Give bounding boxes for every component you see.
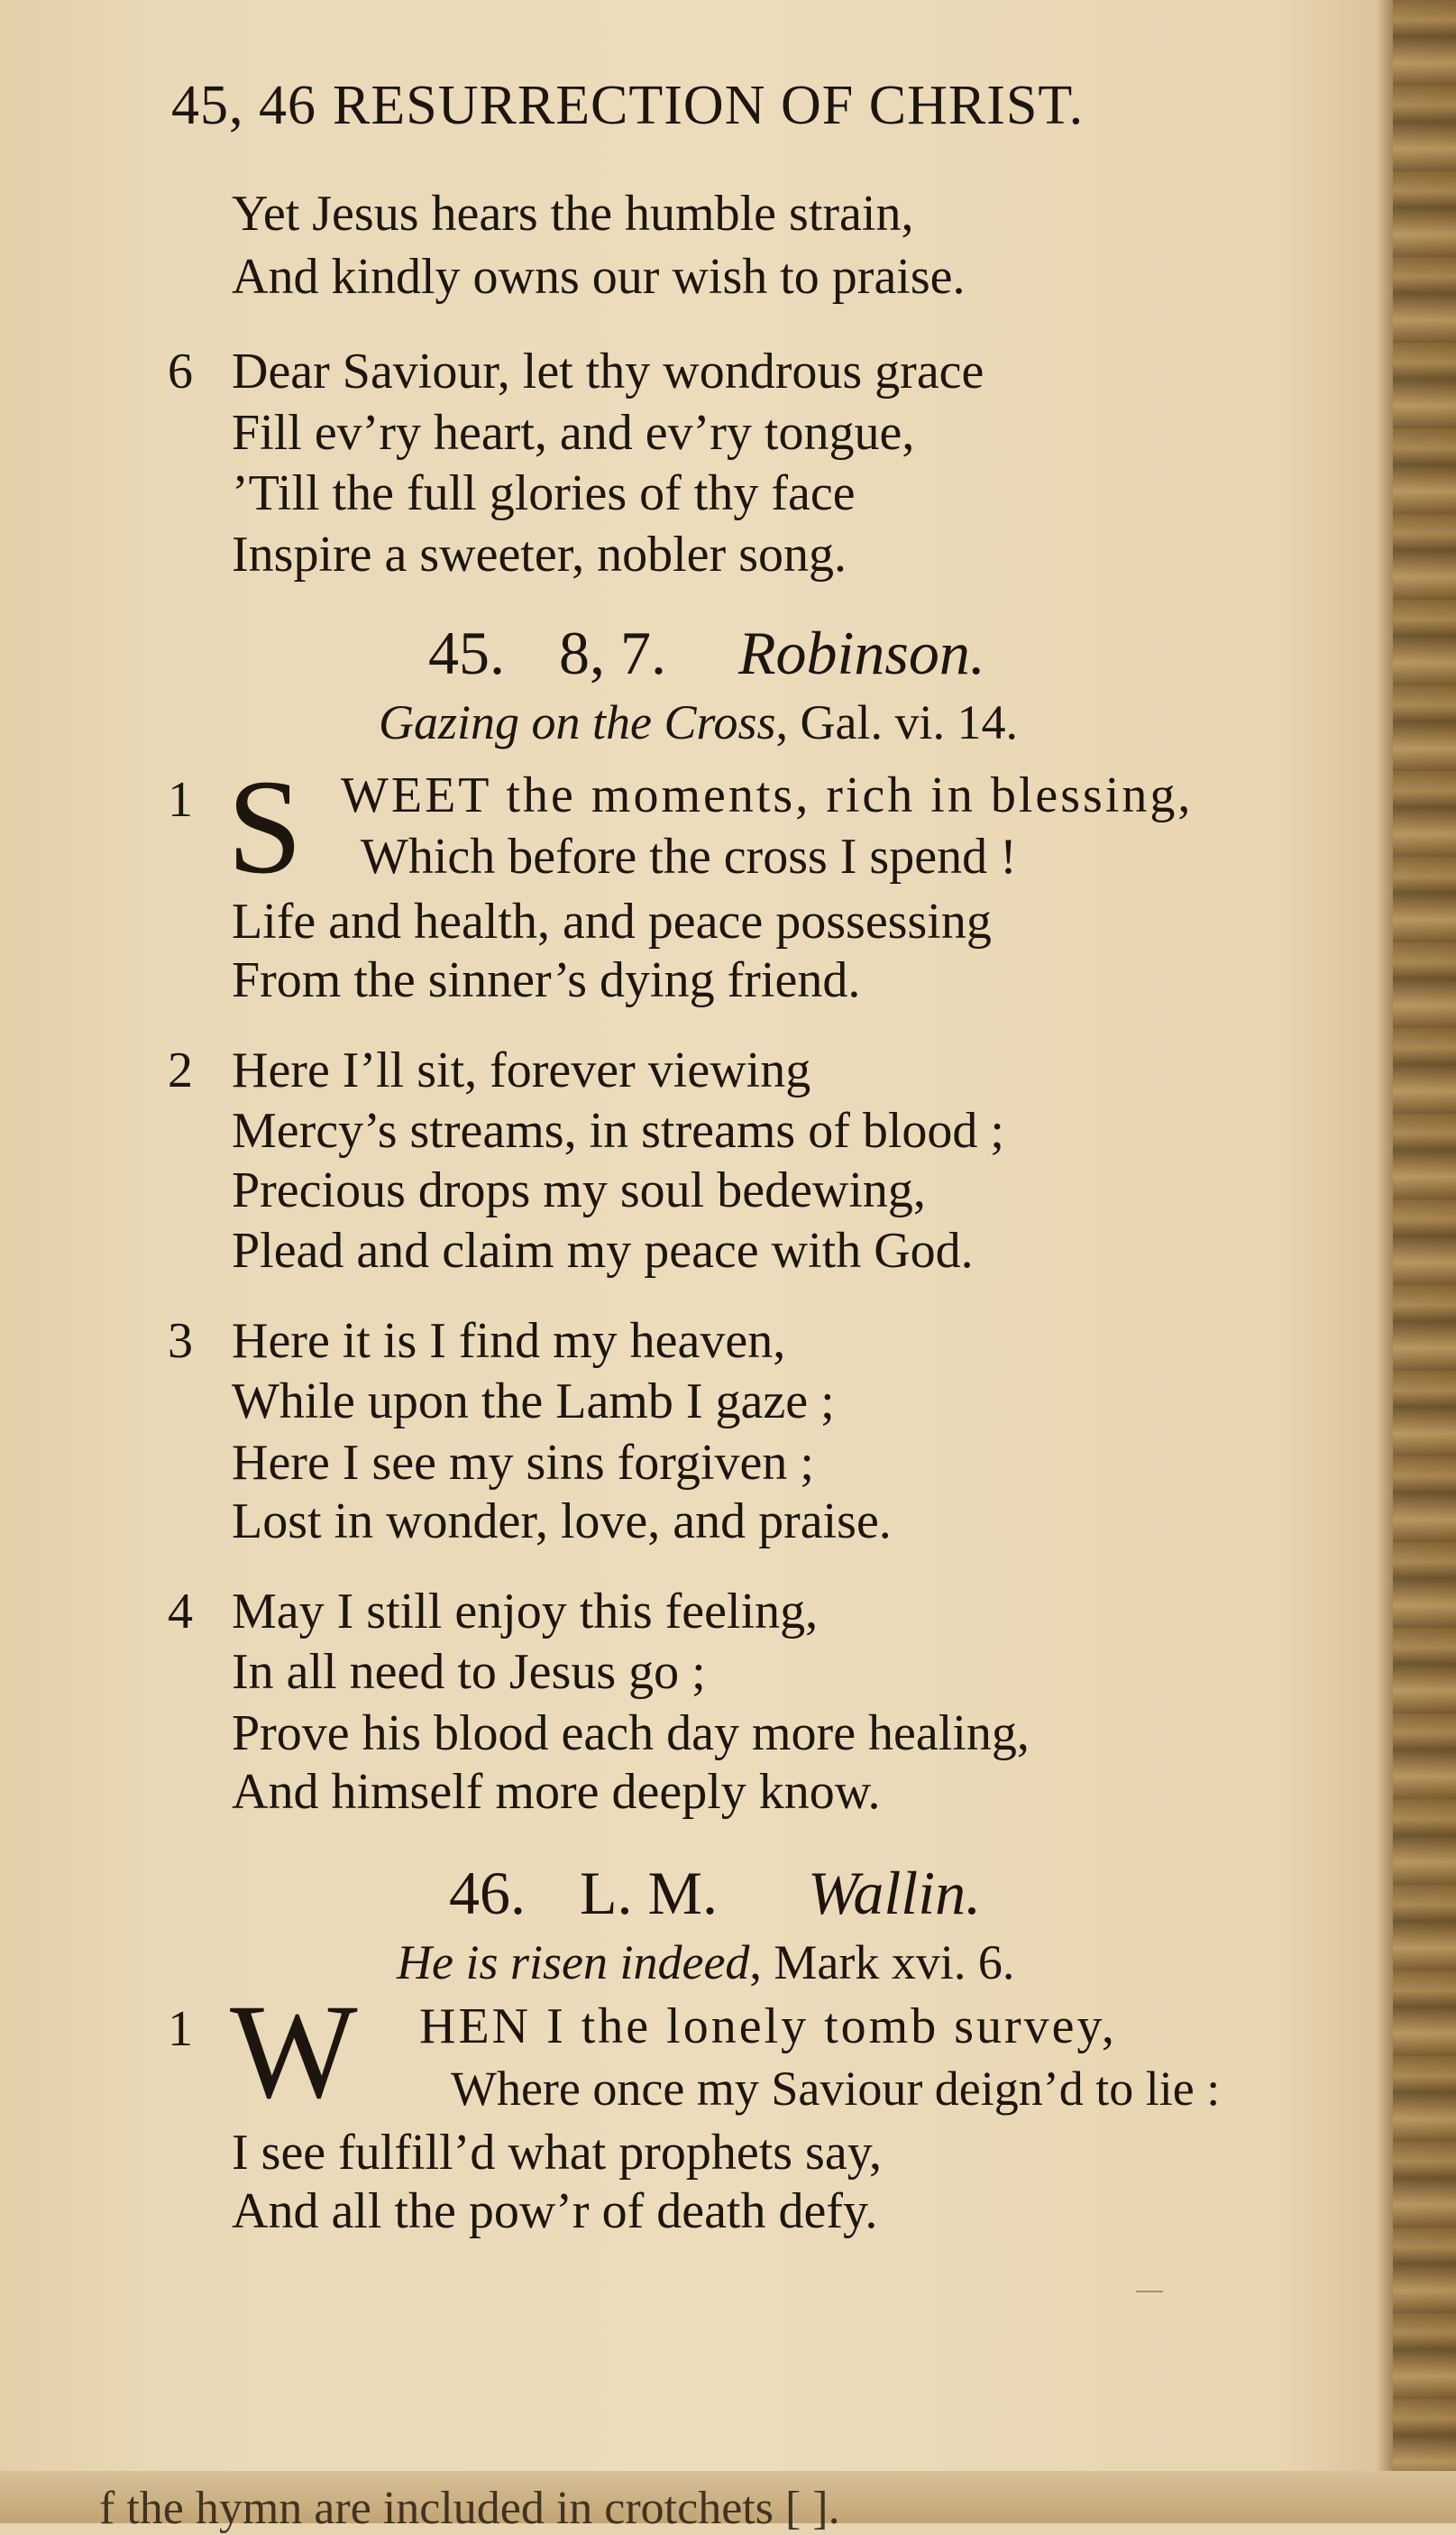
hymn-number: 45.: [428, 619, 505, 687]
hymn-subtitle: He is risen indeed, Mark xvi. 6.: [397, 1935, 1015, 1989]
page-gutter-shadow: [1377, 0, 1393, 2523]
verse-line: Where once my Saviour deign’d to lie :: [451, 2062, 1221, 2116]
verse-line: I see fulfill’d what prophets say,: [232, 2125, 883, 2181]
verse-line: May I still enjoy this feeling,: [232, 1584, 819, 1639]
verse-line: WEET the moments, rich in blessing,: [341, 767, 1194, 823]
stanza-number: 4: [168, 1584, 193, 1639]
verse-line: Here I see my sins forgiven ;: [232, 1435, 814, 1491]
verse-line: Precious drops my soul bedewing,: [232, 1162, 926, 1218]
verse-line: While upon the Lamb I gaze ;: [232, 1373, 835, 1429]
stanza-number: 1: [168, 772, 193, 828]
verse-line: In all need to Jesus go ;: [232, 1644, 706, 1700]
decorative-rule: [1136, 2291, 1163, 2292]
stanza-number: 6: [168, 344, 193, 400]
stanza-number: 2: [168, 1042, 193, 1098]
page-title: RESURRECTION OF CHRIST.: [333, 75, 1085, 136]
verse-line: Prove his blood each day more healing,: [232, 1705, 1030, 1761]
verse-line: Here I’ll sit, forever viewing: [232, 1042, 811, 1098]
hymn-heading: [428, 618, 985, 689]
verse-line: Dear Saviour, let thy wondrous grace: [232, 344, 984, 400]
hymn-author: Wallin.: [808, 1859, 982, 1927]
stanza-number: 1: [168, 2001, 193, 2057]
verse-line: And all the pow’r of death defy.: [232, 2183, 878, 2239]
page-numbers: 45, 46: [171, 75, 316, 136]
drop-cap: S: [227, 752, 303, 902]
verse-line: Which before the cross I spend !: [361, 829, 1017, 885]
verse-line: Inspire a sweeter, nobler song.: [232, 527, 847, 583]
verse-line: Lost in wonder, love, and praise.: [232, 1493, 892, 1549]
hymn-author: Robinson.: [738, 619, 985, 687]
verse-line: From the sinner’s dying friend.: [232, 952, 861, 1008]
verse-line: Fill ev’ry heart, and ev’ry tongue,: [232, 405, 915, 461]
verse-line: Life and health, and peace possessing: [232, 894, 992, 950]
verse-line: Plead and claim my peace with God.: [232, 1223, 974, 1279]
verse-line: ’Till the full glories of thy face: [232, 465, 856, 521]
hymn-meter: 8, 7.: [559, 619, 666, 687]
drop-cap: W: [230, 1977, 358, 2126]
verse-line: Here it is I find my heaven,: [232, 1313, 786, 1369]
running-head: [171, 74, 1084, 138]
hymn-meter: L. M.: [580, 1859, 718, 1927]
footer-text: f the hymn are included in crotchets [ ].: [99, 2483, 840, 2534]
hymn-number: 46.: [449, 1859, 526, 1927]
stanza-number: 3: [168, 1313, 193, 1369]
verse-line: Yet Jesus hears the humble strain,: [232, 186, 914, 242]
hymn-subtitle: Gazing on the Cross, Gal. vi. 14.: [379, 695, 1019, 749]
hymn-heading: [449, 1858, 981, 1929]
verse-line: Mercy’s streams, in streams of blood ;: [232, 1103, 1004, 1159]
book-spine: [1393, 0, 1456, 2523]
verse-line: HEN I the lonely tomb survey,: [419, 1998, 1117, 2054]
verse-line: And kindly owns our wish to praise.: [232, 249, 966, 305]
verse-line: And himself more deeply know.: [232, 1764, 881, 1820]
